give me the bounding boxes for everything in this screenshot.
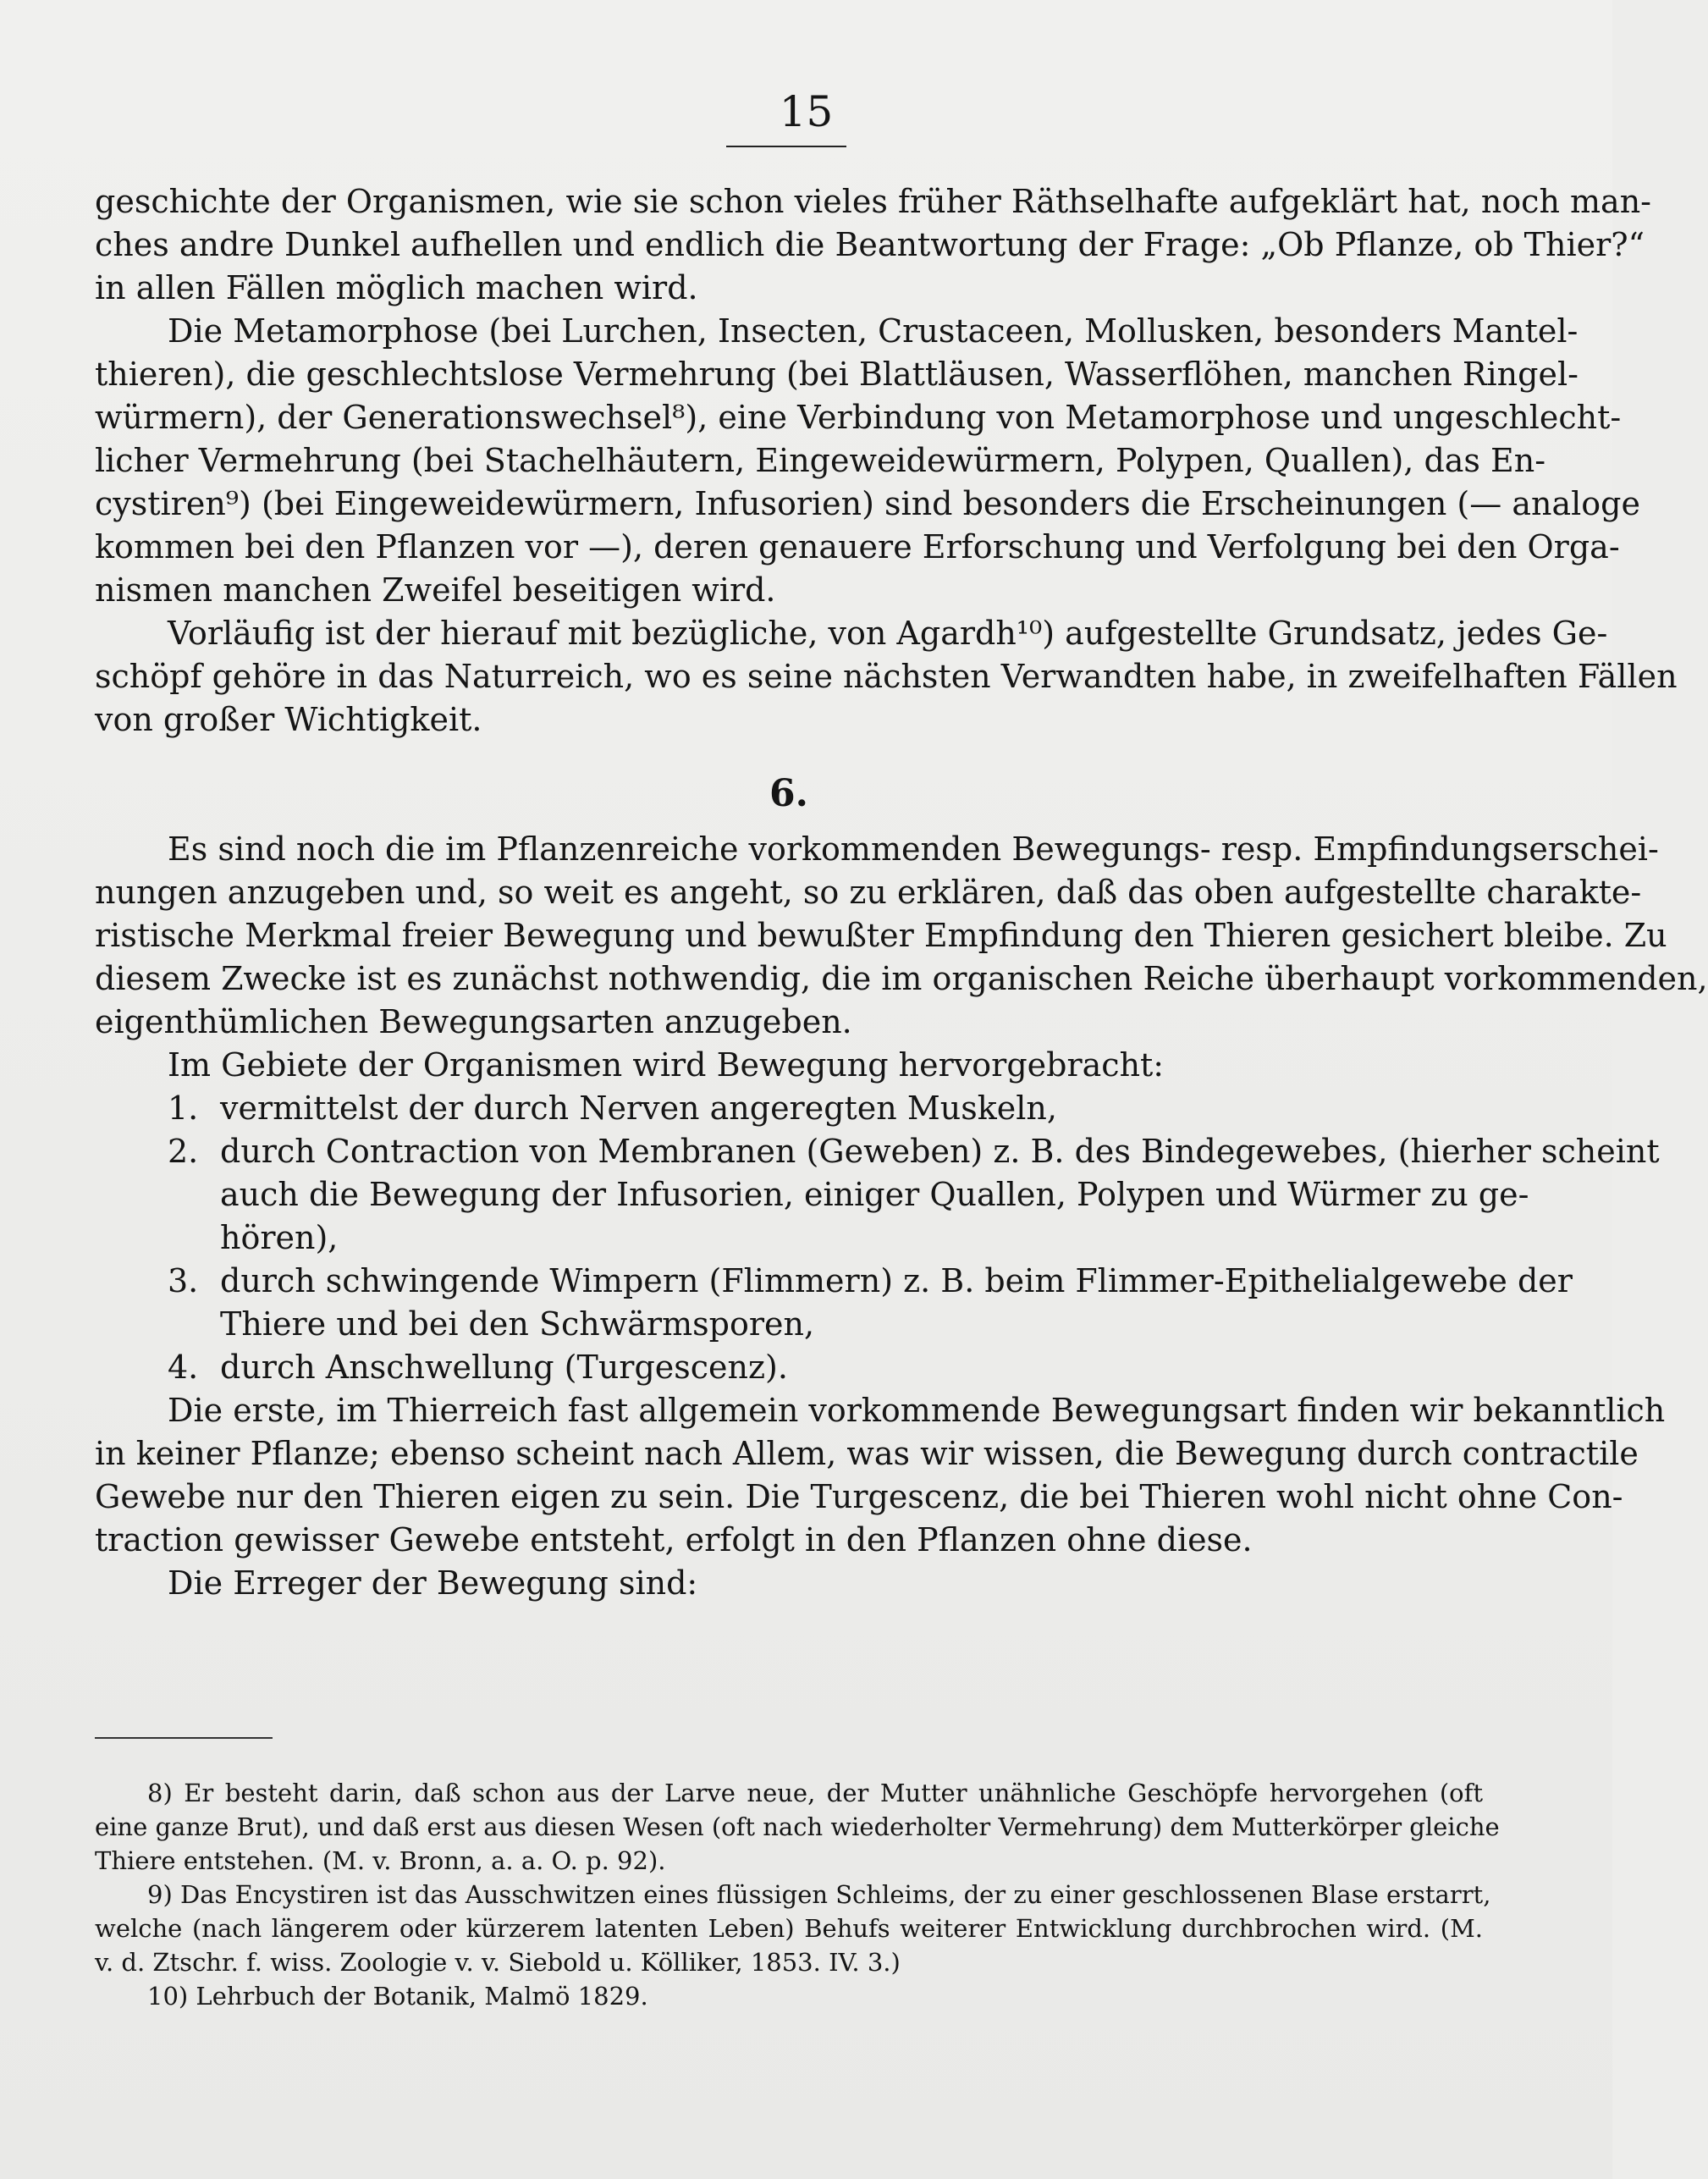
paragraph [95, 1044, 1483, 1087]
text-line: eigenthümlichen Bewegungsarten anzugeben. [95, 1003, 852, 1040]
text-line: von großer Wichtigkeit. [95, 701, 482, 738]
text-line: würmern), der Generationswechsel⁸), eine Verbindung von Metamorphose und ungeschlecht- [95, 399, 1622, 436]
text-line: traction gewisser Gewebe entsteht, erfolgt in den Pflanzen ohne diese. [95, 1521, 1253, 1558]
list-item [95, 1087, 1483, 1130]
list-item-number: 2. [168, 1133, 199, 1170]
footnote-line: eine ganze Brut), und daß erst aus diesen Wesen (oft nach wiederholter Vermehrung) dem Mutterkörper gleiche [95, 1812, 1500, 1841]
list-item [95, 1346, 1483, 1389]
footnotes [95, 1776, 1500, 2013]
text-line: durch Anschwellung (Turgescenz). [220, 1349, 788, 1386]
footnote [95, 1776, 1500, 1878]
text-line: thieren), die geschlechtslose Vermehrung (bei Blattläusen, Wasserflöhen, manchen Ringel- [95, 356, 1579, 393]
list-item [95, 1130, 1660, 1260]
text-line: Thiere und bei den Schwärmsporen, [220, 1305, 815, 1343]
text-line: diesem Zwecke ist es zunächst nothwendig, die im organischen Reiche überhaupt vorkommenden, [95, 960, 1708, 997]
text-line: nismen manchen Zweifel beseitigen wird. [95, 571, 776, 609]
text-line: durch Contraction von Membranen (Geweben) z. B. des Bindegewebes, (hierher scheint [220, 1133, 1660, 1170]
text-line: Gewebe nur den Thieren eigen zu sein. Die Turgescenz, die bei Thieren wohl nicht ohne Con- [95, 1478, 1623, 1515]
text-line: nungen anzugeben und, so weit es angeht, so zu erklären, daß das oben aufgestellte charakte- [95, 874, 1642, 911]
text-line: vermittelst der durch Nerven angeregten Muskeln, [220, 1090, 1057, 1127]
footnote-line: 9) Das Encystiren ist das Ausschwitzen eines flüssigen Schleims, der zu einer geschlossenen Blase erstarrt, [147, 1880, 1491, 1909]
footnote-rule [95, 1737, 273, 1739]
section-heading: 6. [769, 772, 808, 815]
paragraph [95, 828, 1708, 1044]
footnote-line: 10) Lehrbuch der Botanik, Malmö 1829. [147, 1982, 648, 2011]
text-line: licher Vermehrung (bei Stachelhäutern, Eingeweidewürmern, Polypen, Quallen), das En- [95, 442, 1546, 479]
text-line: Die Erreger der Bewegung sind: [168, 1564, 698, 1602]
text-line: cystiren⁹) (bei Eingeweidewürmern, Infusorien) sind besonders die Erscheinungen (— analoge [95, 485, 1640, 522]
text-line: kommen bei den Pflanzen vor —), deren genauere Erforschung und Verfolgung bei den Orga- [95, 528, 1620, 565]
footnote-line: Thiere entstehen. (M. v. Bronn, a. a. O. p. 92). [95, 1846, 666, 1875]
paragraph [95, 1562, 1483, 1605]
paragraph [95, 310, 1640, 612]
list-item-number: 4. [168, 1349, 199, 1386]
footnote-line: 8) Er besteht darin, daß schon aus der Larve neue, der Mutter unähnliche Geschöpfe hervorgehen (oft [147, 1779, 1483, 1807]
text-line: ristische Merkmal freier Bewegung und bewußter Empfindung den Thieren gesichert bleibe. Zu [95, 917, 1667, 954]
text-line: durch schwingende Wimpern (Flimmern) z. B. beim Flimmer-Epithelialgewebe der [220, 1262, 1573, 1299]
footnote-line: welche (nach längerem oder kürzerem latenten Leben) Behufs weiterer Entwicklung durchbrochen wird. (M. [95, 1914, 1483, 1943]
paragraph [95, 180, 1652, 310]
footnote [95, 1979, 1483, 2013]
main-text [95, 180, 1708, 1605]
numbered-list [95, 1087, 1660, 1389]
text-line: auch die Bewegung der Infusorien, einiger Quallen, Polypen und Würmer zu ge- [220, 1176, 1529, 1213]
page-number-rule [726, 146, 846, 147]
text-line: geschichte der Organismen, wie sie schon vieles früher Räthselhafte aufgeklärt hat, noch man- [95, 183, 1652, 220]
text-line: schöpf gehöre in das Naturreich, wo es seine nächsten Verwandten habe, in zweifelhaften Fällen [95, 658, 1678, 695]
paragraph [95, 1389, 1666, 1562]
text-line: Vorläufig ist der hierauf mit bezügliche, von Agardh¹⁰) aufgestellte Grundsatz, jedes Ge- [168, 615, 1608, 652]
footnote [95, 1878, 1491, 1979]
text-line: in keiner Pflanze; ebenso scheint nach Allem, was wir wissen, die Bewegung durch contractile [95, 1435, 1639, 1472]
text-line: Es sind noch die im Pflanzenreiche vorkommenden Bewegungs- resp. Empfindungserschei- [168, 830, 1659, 868]
text-line: Die erste, im Thierreich fast allgemein vorkommende Bewegungsart finden wir bekanntlich [168, 1392, 1666, 1429]
list-item-number: 1. [168, 1090, 199, 1127]
text-line: Die Metamorphose (bei Lurchen, Insecten, Crustaceen, Mollusken, besonders Mantel- [168, 312, 1579, 350]
text-line: in allen Fällen möglich machen wird. [95, 269, 698, 306]
paragraph [95, 612, 1678, 742]
text-line: ches andre Dunkel aufhellen und endlich die Beantwortung der Frage: „Ob Pflanze, ob Thier?“ [95, 226, 1645, 263]
list-item [95, 1260, 1573, 1346]
list-item-number: 3. [168, 1262, 199, 1299]
text-line: hören), [220, 1219, 339, 1256]
footnote-line: v. d. Ztschr. f. wiss. Zoologie v. v. Siebold u. Kölliker, 1853. IV. 3.) [95, 1948, 901, 1977]
text-line: Im Gebiete der Organismen wird Bewegung hervorgebracht: [168, 1046, 1165, 1084]
page-number: 15 [779, 87, 834, 136]
